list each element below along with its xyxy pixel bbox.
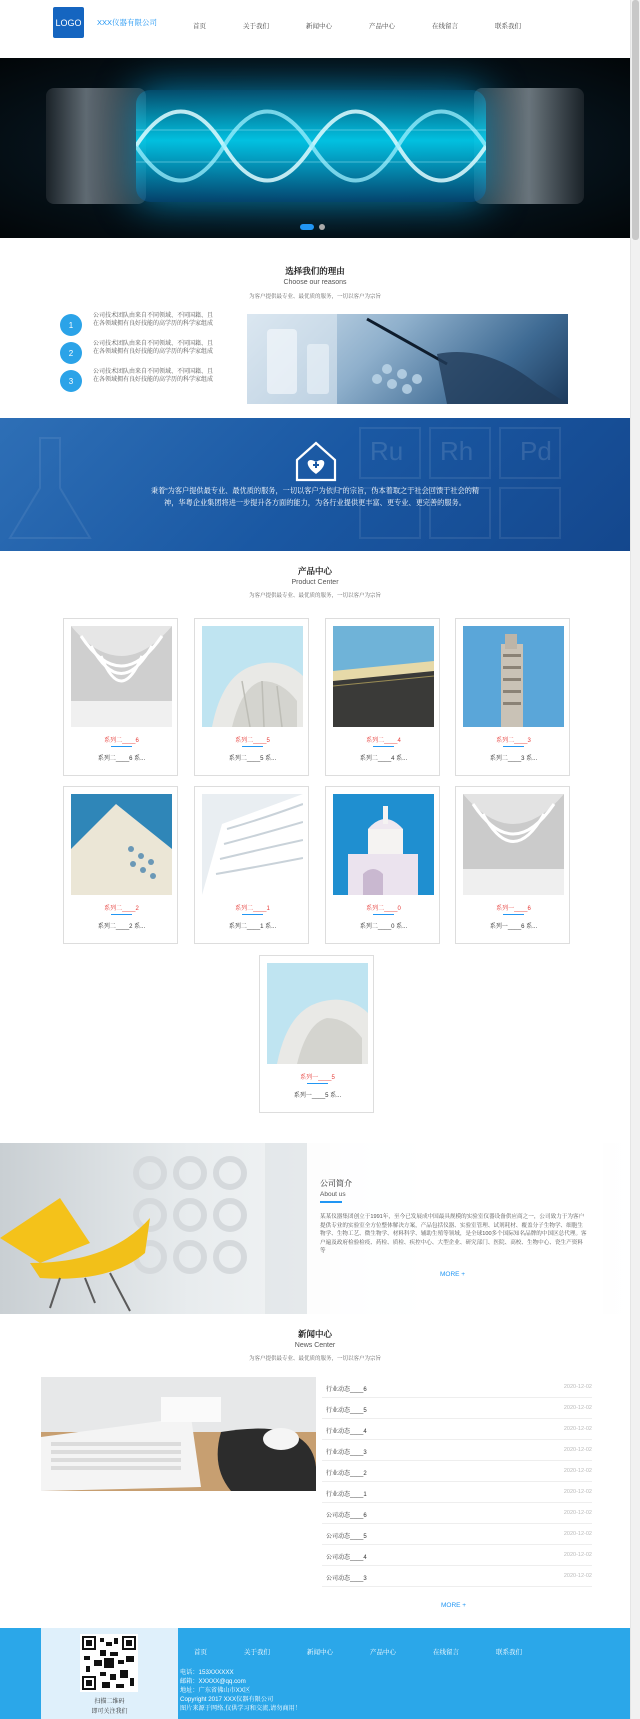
main-nav: [193, 21, 558, 30]
news-subtitle: News Center: [294, 1342, 336, 1349]
product-card[interactable]: [194, 618, 309, 776]
news-date: 2020-12-02: [563, 1552, 592, 1558]
product-divider: [111, 746, 132, 747]
product-title[interactable]: 系列二____3: [496, 738, 531, 744]
nav-item-message[interactable]: 在线留言: [432, 23, 458, 30]
product-title[interactable]: 系列一____5: [300, 1075, 335, 1081]
footer-nav-products[interactable]: 产品中心: [370, 1649, 396, 1656]
product-card[interactable]: [63, 786, 178, 944]
news-row[interactable]: [322, 1419, 592, 1440]
svg-text:Pd: Pd: [520, 436, 552, 466]
news-row[interactable]: [322, 1398, 592, 1419]
reason-number: 1: [60, 314, 82, 336]
product-image[interactable]: [71, 626, 172, 727]
about-subtitle: About us: [320, 1191, 346, 1198]
news-more-link[interactable]: MORE +: [441, 1602, 467, 1609]
reasons-desc: 为客户提供最专业、最优质的服务，一切以客户为宗旨: [248, 294, 381, 300]
product-divider: [503, 914, 524, 915]
footer-nav-contact[interactable]: 联系我们: [496, 1649, 522, 1656]
tube-cap-left: [46, 88, 146, 204]
news-title-link[interactable]: 行业动态____4: [326, 1429, 367, 1435]
reason-number: 3: [60, 370, 82, 392]
product-card[interactable]: [194, 786, 309, 944]
product-title[interactable]: 系列二____4: [366, 738, 401, 744]
svg-text:Ru: Ru: [370, 436, 404, 466]
product-title[interactable]: 系列二____1: [235, 906, 270, 912]
footer-nav: [194, 1647, 559, 1656]
news-row[interactable]: [322, 1440, 592, 1461]
product-image[interactable]: [267, 963, 368, 1064]
product-card[interactable]: [325, 786, 440, 944]
nav-item-products[interactable]: 产品中心: [369, 23, 395, 30]
nav-item-about[interactable]: 关于我们: [243, 23, 269, 30]
reasons-title: 选择我们的理由: [285, 266, 345, 276]
news-date: 2020-12-02: [563, 1510, 592, 1516]
site-header: [0, 0, 630, 58]
reason-item: [60, 340, 214, 366]
about-section: [0, 1143, 630, 1314]
product-card[interactable]: [455, 618, 570, 776]
news-title-link[interactable]: 行业动态____2: [326, 1471, 367, 1477]
products-subtitle: Product Center: [291, 579, 339, 586]
product-image[interactable]: [463, 626, 564, 727]
news-date: 2020-12-02: [563, 1384, 592, 1390]
about-more-link[interactable]: MORE +: [440, 1271, 466, 1278]
product-image[interactable]: [202, 626, 303, 727]
news-row[interactable]: [322, 1566, 592, 1587]
product-desc: 系列二____1 系...: [228, 924, 277, 930]
reason-item: [60, 368, 214, 394]
site-footer: [0, 1628, 630, 1719]
news-row[interactable]: [322, 1503, 592, 1524]
product-desc: 系列二____4 系...: [359, 756, 408, 762]
product-image[interactable]: [333, 626, 434, 727]
news-keyboard-image[interactable]: [41, 1377, 316, 1491]
slider-dot[interactable]: [319, 224, 325, 230]
interior-chair-image: [0, 1143, 330, 1314]
news-date: 2020-12-02: [563, 1426, 592, 1432]
reason-text: 公司技术团队由来自不同领域、不同国籍、且在各领域拥有良好技能的高学历的科学家组成: [93, 313, 214, 327]
footer-address: 地址：广东省佛山市XX区: [180, 1687, 251, 1694]
scrollbar-thumb[interactable]: [632, 0, 639, 240]
news-list: [322, 1377, 592, 1587]
products-desc: 为客户提供最专业、最优质的服务，一切以客户为宗旨: [248, 593, 381, 599]
nav-item-contact[interactable]: 联系我们: [495, 23, 521, 30]
reason-item: [60, 312, 214, 338]
slider-dot-active[interactable]: [300, 224, 314, 230]
footer-nav-about[interactable]: 关于我们: [244, 1649, 270, 1656]
product-desc: 系列二____6 系...: [97, 756, 146, 762]
reason-number: 2: [60, 342, 82, 364]
news-title-link[interactable]: 公司动态____5: [326, 1534, 367, 1540]
logo[interactable]: LOGO: [53, 7, 84, 38]
footer-nav-home[interactable]: 首页: [194, 1649, 207, 1656]
news-title: 新闻中心: [297, 1329, 332, 1339]
products-title: 产品中心: [297, 566, 332, 576]
product-title[interactable]: 系列二____6: [104, 738, 139, 744]
product-card[interactable]: [259, 955, 374, 1113]
page-scrollbar[interactable]: [630, 0, 640, 1719]
product-desc: 系列一____5 系...: [293, 1093, 342, 1099]
product-divider: [242, 914, 263, 915]
product-desc: 系列二____0 系...: [359, 924, 408, 930]
news-row[interactable]: [322, 1461, 592, 1482]
footer-phone: 电话：153XXXXXX: [180, 1669, 234, 1676]
product-desc: 系列二____5 系...: [228, 756, 277, 762]
product-image[interactable]: [71, 794, 172, 895]
qr-code-icon: [80, 1634, 138, 1692]
company-name[interactable]: XXX仪器有限公司: [97, 18, 158, 27]
product-title[interactable]: 系列一____6: [496, 906, 531, 912]
svg-text:Rh: Rh: [440, 436, 474, 466]
product-desc: 系列二____3 系...: [489, 756, 538, 762]
slider-dots: [300, 224, 330, 230]
mission-band: [0, 418, 630, 551]
news-title-link[interactable]: 行业动态____5: [326, 1408, 367, 1414]
news-title-link[interactable]: 公司动态____6: [326, 1513, 367, 1519]
news-date: 2020-12-02: [563, 1573, 592, 1579]
footer-email[interactable]: 邮箱：XXXXX@qq.com: [180, 1678, 246, 1685]
product-divider: [373, 914, 394, 915]
news-row[interactable]: [322, 1482, 592, 1503]
product-desc: 系列二____2 系...: [97, 924, 146, 930]
product-divider: [307, 1083, 328, 1084]
product-title[interactable]: 系列二____5: [235, 738, 270, 744]
product-divider: [373, 746, 394, 747]
news-title-link[interactable]: 行业动态____6: [326, 1387, 367, 1393]
product-image[interactable]: [333, 794, 434, 895]
footer-note: 图片来源于网络,仅供学习和交流,请勿商用！: [180, 1705, 301, 1712]
home-heart-icon: [293, 440, 339, 482]
about-body: 某某仪器集团创立于1991年，至今已发展成中国最具规模的实验室仪器设备供应商之一，公司致力于为客户提供专业的实验室全方位整体解决方案，产品包括仪器、实验室管理、试剂耗材、覆盖分子生物学、细胞生物学、生物工艺、微生物学、材料科学、辅助生殖等领域，是全球100多个国际知名品牌的中国区总代理。客户遍及政府检验检疫、药检、质检、疾控中心、大型企业、研究部门、医院、高校、生物中心、瓷生产资料等: [320, 1214, 587, 1255]
reason-text: 公司技术团队由来自不同领域、不同国籍、且在各领域拥有良好技能的高学历的科学家组成: [93, 369, 214, 383]
news-date: 2020-12-02: [563, 1489, 592, 1495]
qr-label: 扫描二维码: [94, 1699, 125, 1705]
news-date: 2020-12-02: [563, 1531, 592, 1537]
news-title-link[interactable]: 公司动态____3: [326, 1576, 367, 1582]
about-divider: [320, 1201, 342, 1203]
reason-text: 公司技术团队由来自不同领域、不同国籍、且在各领域拥有良好技能的高学历的科学家组成: [93, 341, 214, 355]
nav-item-news[interactable]: 新闻中心: [306, 23, 332, 30]
footer-nav-message[interactable]: 在线留言: [433, 1649, 459, 1656]
news-date: 2020-12-02: [563, 1447, 592, 1453]
product-card[interactable]: [63, 618, 178, 776]
reasons-subtitle: Choose our reasons: [283, 279, 347, 286]
mission-quote: 秉着“为客户提供最专业、最优质的服务，一切以客户为依归”的宗旨，伪本着取之于社会回馈于社会的精神，华粤企业集团将进一步提升各方面的能力，为各行业提供更丰富、更专业、更完善的服务。: [150, 486, 480, 507]
qr-label-follow: 即可关注我们: [91, 1709, 128, 1715]
news-row[interactable]: [322, 1545, 592, 1566]
news-title-link[interactable]: 行业动态____1: [326, 1492, 367, 1498]
news-title-link[interactable]: 行业动态____3: [326, 1450, 367, 1456]
product-divider: [111, 914, 132, 915]
footer-nav-news[interactable]: 新闻中心: [307, 1649, 333, 1656]
news-date: 2020-12-02: [563, 1405, 592, 1411]
news-row[interactable]: [322, 1377, 592, 1398]
news-title-link[interactable]: 公司动态____4: [326, 1555, 367, 1561]
hero-banner[interactable]: [0, 58, 630, 238]
product-image[interactable]: [463, 794, 564, 895]
dna-helix-graphic: [136, 90, 486, 202]
footer-copyright: Copyright 2017 XXX仪器有限公司: [180, 1696, 274, 1703]
product-image[interactable]: [202, 794, 303, 895]
nav-item-home[interactable]: 首页: [193, 23, 206, 30]
product-desc: 系列一____6 系...: [489, 924, 538, 930]
tube-cap-right: [474, 88, 584, 204]
product-divider: [242, 746, 263, 747]
news-desc: 为客户提供最专业、最优质的服务，一切以客户为宗旨: [248, 1356, 381, 1362]
product-title[interactable]: 系列二____0: [366, 906, 401, 912]
product-card[interactable]: [325, 618, 440, 776]
lab-pipette-image: [247, 314, 568, 404]
product-divider: [503, 746, 524, 747]
product-title[interactable]: 系列二____2: [104, 906, 139, 912]
product-card[interactable]: [455, 786, 570, 944]
footer-info: [180, 1668, 301, 1713]
news-row[interactable]: [322, 1524, 592, 1545]
about-title: 公司简介: [320, 1179, 352, 1188]
news-date: 2020-12-02: [563, 1468, 592, 1474]
